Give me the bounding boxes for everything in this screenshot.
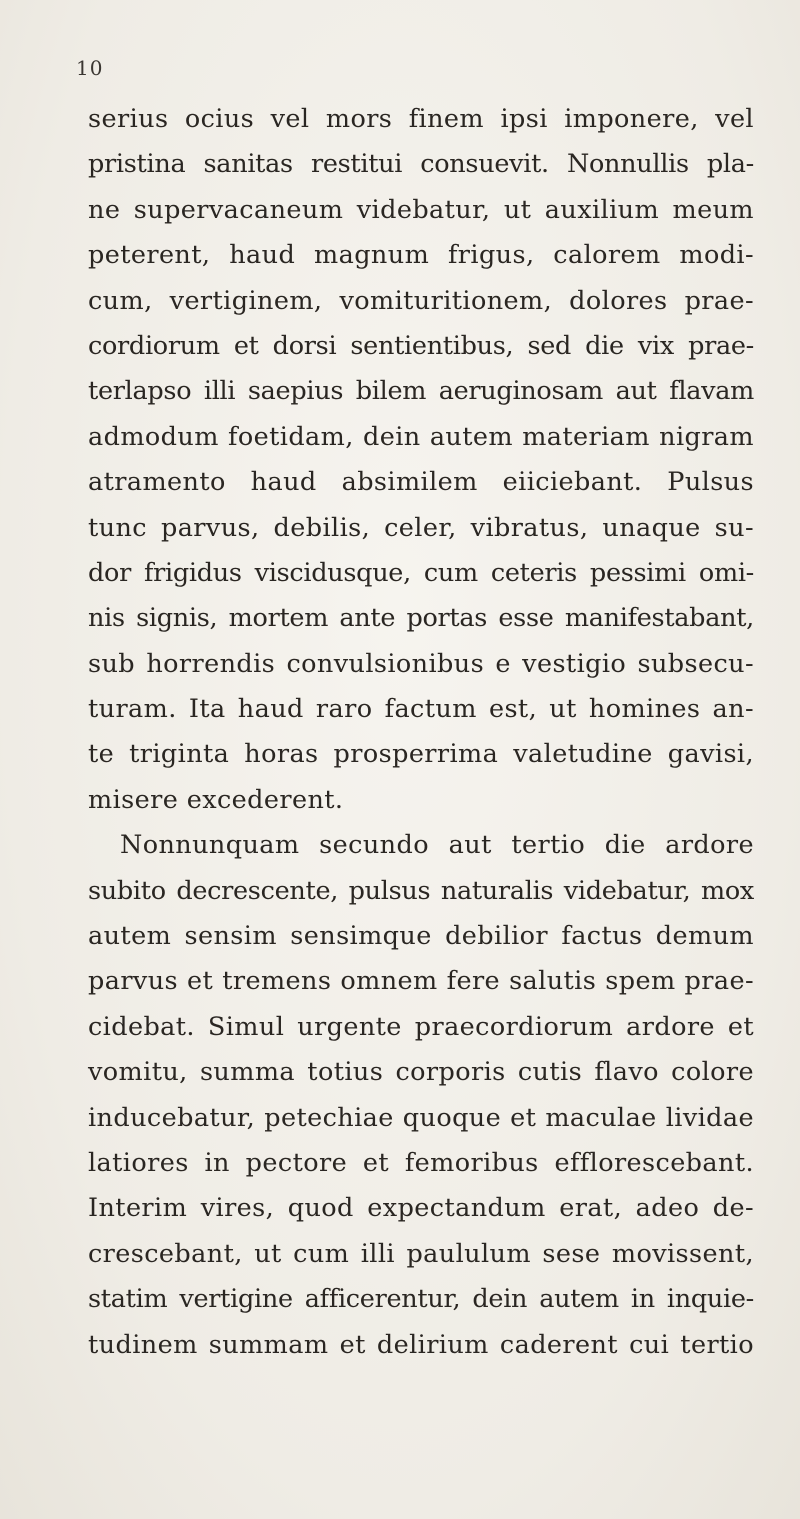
- text-line: nis signis, mortem ante portas esse manifestabant,: [88, 603, 754, 634]
- text-line: Nonnunquam secundo aut tertio die ardore: [120, 830, 754, 861]
- text-line: cum, vertiginem, vomituritionem, dolores prae-: [88, 285, 754, 316]
- text-line: misere excederent.: [88, 784, 344, 815]
- text-line: peterent, haud magnum frigus, calorem modi-: [88, 240, 754, 271]
- page-number: 10: [76, 56, 104, 80]
- text-line: tudinem summam et delirium caderent cui tertio: [88, 1329, 754, 1360]
- text-line: inducebatur, petechiae quoque et maculae lividae: [88, 1102, 754, 1133]
- text-line: admodum foetidam, dein autem materiam nigram: [88, 421, 754, 452]
- text-line: vomitu, summa totius corporis cutis flavo colore: [88, 1057, 754, 1088]
- text-line: cidebat. Simul urgente praecordiorum ardore et: [88, 1011, 754, 1042]
- text-line: latiores in pectore et femoribus efflorescebant.: [88, 1147, 754, 1178]
- text-line: tunc parvus, debilis, celer, vibratus, unaque su-: [88, 512, 754, 543]
- text-line: crescebant, ut cum illi paululum sese movissent,: [88, 1238, 754, 1269]
- text-line: parvus et tremens omnem fere salutis spem prae-: [88, 966, 754, 997]
- text-line: sub horrendis convulsionibus e vestigio subsecu-: [88, 648, 754, 679]
- text-line: dor frigidus viscidusque, cum ceteris pessimi omi-: [88, 557, 754, 588]
- text-line: Interim vires, quod expectandum erat, adeo de-: [88, 1193, 754, 1224]
- text-line: ne supervacaneum videbatur, ut auxilium meum: [88, 194, 754, 225]
- text-line: pristina sanitas restitui consuevit. Nonnullis pla-: [88, 149, 754, 180]
- text-line: te triginta horas prosperrima valetudine gavisi,: [88, 739, 754, 770]
- text-line: autem sensim sensimque debilior factus demum: [88, 921, 754, 952]
- text-line: turam. Ita haud raro factum est, ut homines an-: [88, 694, 754, 725]
- text-line: subito decrescente, pulsus naturalis videbatur, mox: [88, 875, 754, 906]
- text-line: cordiorum et dorsi sentientibus, sed die vix prae-: [88, 330, 754, 361]
- text-line: serius ocius vel mors finem ipsi imponere, vel: [88, 104, 754, 134]
- text-line: terlapso illi saepius bilem aeruginosam aut flavam: [88, 376, 754, 407]
- body-text: [88, 97, 754, 1368]
- text-line: statim vertigine afficerentur, dein autem in inquie-: [88, 1284, 754, 1315]
- text-line: atramento haud absimilem eiiciebant. Pulsus: [88, 467, 754, 498]
